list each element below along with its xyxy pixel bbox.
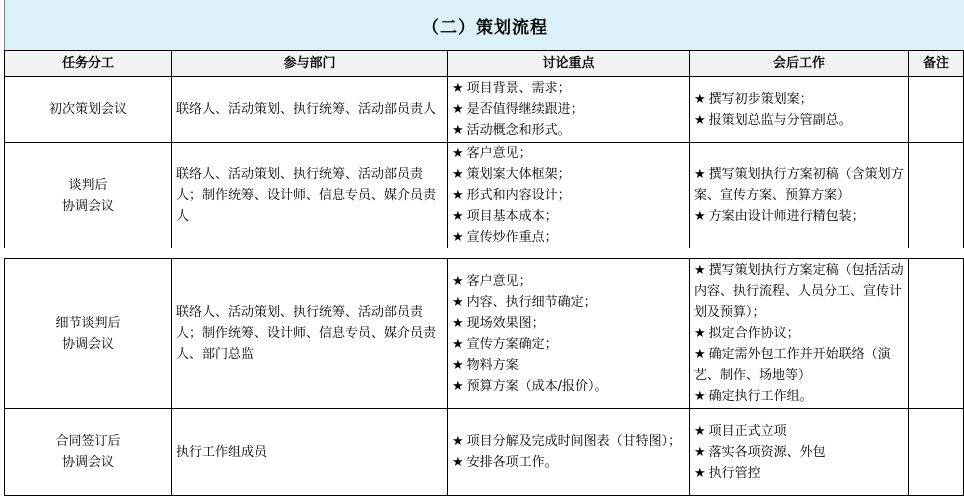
black-star-icon: ★ xyxy=(694,465,706,481)
header-row xyxy=(5,51,964,77)
header-note: 备注 xyxy=(909,51,964,77)
black-star-icon: ★ xyxy=(452,434,464,449)
header-focus: 讨论重点 xyxy=(448,51,690,77)
departments-cell: 执行工作组成员 xyxy=(172,409,448,496)
focus-cell xyxy=(448,77,690,143)
departments-cell: 联络人、活动策划、执行统筹、活动部员责人；制作统筹、设计师、信息专员、媒介员责人、部门总监 xyxy=(172,259,448,409)
departments-cell: 联络人、活动策划、执行统筹、活动部员责人；制作统筹、设计师、信息专员、媒介员责人 xyxy=(172,143,448,249)
list-item xyxy=(452,376,685,397)
work-cell xyxy=(690,259,909,409)
list-item-text: 项目基本成本； xyxy=(466,209,558,224)
black-star-icon: ★ xyxy=(452,336,464,352)
list-item xyxy=(694,89,904,110)
black-star-icon: ★ xyxy=(452,123,464,138)
note-cell xyxy=(909,143,964,249)
list-item xyxy=(452,120,685,141)
black-star-icon: ★ xyxy=(452,209,464,224)
task-cell xyxy=(5,409,172,496)
header-departments: 参与部门 xyxy=(172,51,448,77)
task-cell xyxy=(5,77,172,143)
black-star-icon: ★ xyxy=(452,230,464,245)
black-star-icon: ★ xyxy=(452,81,464,96)
list-item-text: 项目分解及完成时间图表（甘特图）； xyxy=(466,434,682,449)
focus-list xyxy=(452,431,685,473)
section-title: （二）策划流程 xyxy=(4,0,964,50)
list-item-text: 项目背景、需求； xyxy=(466,81,571,96)
list-item-text: 形式和内容设计； xyxy=(466,188,571,203)
task-name: 合同签订后 xyxy=(55,434,121,449)
table-row xyxy=(5,77,964,143)
list-item-text: 物料方案 xyxy=(466,357,519,373)
black-star-icon: ★ xyxy=(452,146,464,161)
list-item xyxy=(694,463,904,484)
task-name: 协调会议 xyxy=(61,336,114,352)
focus-cell xyxy=(448,259,690,409)
note-cell xyxy=(909,77,964,143)
black-star-icon: ★ xyxy=(452,315,464,331)
focus-cell xyxy=(448,409,690,496)
list-item xyxy=(694,206,904,227)
list-item-text: 确定需外包工作并开始联络（演艺、制作、场地等） xyxy=(694,347,891,383)
task-cell xyxy=(5,259,172,409)
list-item-text: 客户意见； xyxy=(466,273,532,289)
table-row xyxy=(5,259,964,409)
list-item-text: 客户意见； xyxy=(466,146,532,161)
list-item-text: 撰写策划执行方案初稿（含策划方案、宣传方案、预算方案） xyxy=(694,167,904,203)
list-item-text: 确定执行工作组。 xyxy=(708,389,813,404)
list-item xyxy=(452,185,685,206)
black-star-icon: ★ xyxy=(694,347,706,362)
list-item-text: 报策划总监与分管副总。 xyxy=(708,112,852,128)
list-item xyxy=(452,99,685,120)
list-item xyxy=(694,110,904,131)
list-item xyxy=(452,355,685,376)
list-item xyxy=(694,421,904,442)
list-item-text: 策划案大体框架； xyxy=(466,167,571,182)
table-row xyxy=(5,143,964,249)
focus-list xyxy=(452,78,685,141)
header-work: 会后工作 xyxy=(690,51,909,77)
black-star-icon: ★ xyxy=(452,378,464,394)
focus-list xyxy=(452,271,685,397)
list-item-text: 撰写策划执行方案定稿（包括活动内容、执行流程、人员分工、宣传计划及预算）； xyxy=(694,263,904,320)
table-row xyxy=(5,409,964,496)
task-name: 细节谈判后 xyxy=(55,315,121,331)
list-item xyxy=(452,271,685,292)
task-cell xyxy=(5,143,172,249)
list-item xyxy=(452,78,685,99)
list-item xyxy=(452,292,685,313)
list-item xyxy=(694,323,904,344)
black-star-icon: ★ xyxy=(694,167,706,182)
black-star-icon: ★ xyxy=(694,263,706,278)
black-star-icon: ★ xyxy=(452,455,464,470)
work-cell xyxy=(690,409,909,496)
note-cell xyxy=(909,259,964,409)
black-star-icon: ★ xyxy=(694,209,706,224)
list-item xyxy=(694,386,904,407)
list-item-text: 执行管控 xyxy=(708,465,761,481)
work-cell xyxy=(690,143,909,249)
list-item xyxy=(452,334,685,355)
list-item-text: 现场效果图； xyxy=(466,315,545,331)
task-name: 谈判后 xyxy=(68,177,108,193)
list-item-text: 活动概念和形式。 xyxy=(466,123,571,138)
black-star-icon: ★ xyxy=(452,273,464,289)
list-item-text: 项目正式立项 xyxy=(708,423,787,439)
black-star-icon: ★ xyxy=(452,102,464,117)
list-item xyxy=(452,164,685,185)
list-item xyxy=(452,227,685,248)
list-item-text: 落实各项资源、外包 xyxy=(708,444,826,460)
list-item-text: 安排各项工作。 xyxy=(466,455,558,470)
list-item xyxy=(694,164,904,206)
list-item-text: 内容、执行细节确定； xyxy=(466,294,597,310)
list-item-text: 撰写初步策划案； xyxy=(708,91,813,107)
black-star-icon: ★ xyxy=(694,423,706,439)
list-item-text: 宣传方案确定； xyxy=(466,336,558,352)
list-item-text: 预算方案（成本/报价）。 xyxy=(466,378,608,394)
plan-table-top xyxy=(4,50,964,249)
list-item-text: 宣传炒作重点； xyxy=(466,230,558,245)
black-star-icon: ★ xyxy=(452,188,464,203)
list-item-text: 拟定合作协议； xyxy=(708,326,800,341)
work-list xyxy=(694,89,904,131)
black-star-icon: ★ xyxy=(694,91,706,107)
list-item xyxy=(452,206,685,227)
list-item-text: 方案由设计师进行精包装； xyxy=(708,209,865,224)
black-star-icon: ★ xyxy=(694,444,706,460)
work-list xyxy=(694,421,904,484)
page-break xyxy=(0,248,964,258)
task-name: 协调会议 xyxy=(61,455,114,470)
list-item xyxy=(452,143,685,164)
task-name: 协调会议 xyxy=(61,198,114,214)
focus-cell xyxy=(448,143,690,249)
black-star-icon: ★ xyxy=(452,357,464,373)
list-item xyxy=(452,313,685,334)
black-star-icon: ★ xyxy=(452,167,464,182)
focus-list xyxy=(452,143,685,248)
black-star-icon: ★ xyxy=(694,112,706,128)
work-list xyxy=(694,164,904,227)
work-cell xyxy=(690,77,909,143)
list-item xyxy=(694,344,904,386)
work-list xyxy=(694,260,904,407)
black-star-icon: ★ xyxy=(452,294,464,310)
black-star-icon: ★ xyxy=(694,389,706,404)
task-name: 初次策划会议 xyxy=(48,102,127,117)
list-item xyxy=(452,452,685,473)
list-item xyxy=(694,260,904,323)
list-item xyxy=(452,431,685,452)
note-cell xyxy=(909,409,964,496)
list-item xyxy=(694,442,904,463)
header-task: 任务分工 xyxy=(5,51,172,77)
departments-cell: 联络人、活动策划、执行统筹、活动部员责人 xyxy=(172,77,448,143)
black-star-icon: ★ xyxy=(694,326,706,341)
plan-table-bottom xyxy=(4,258,964,496)
list-item-text: 是否值得继续跟进； xyxy=(466,102,584,117)
